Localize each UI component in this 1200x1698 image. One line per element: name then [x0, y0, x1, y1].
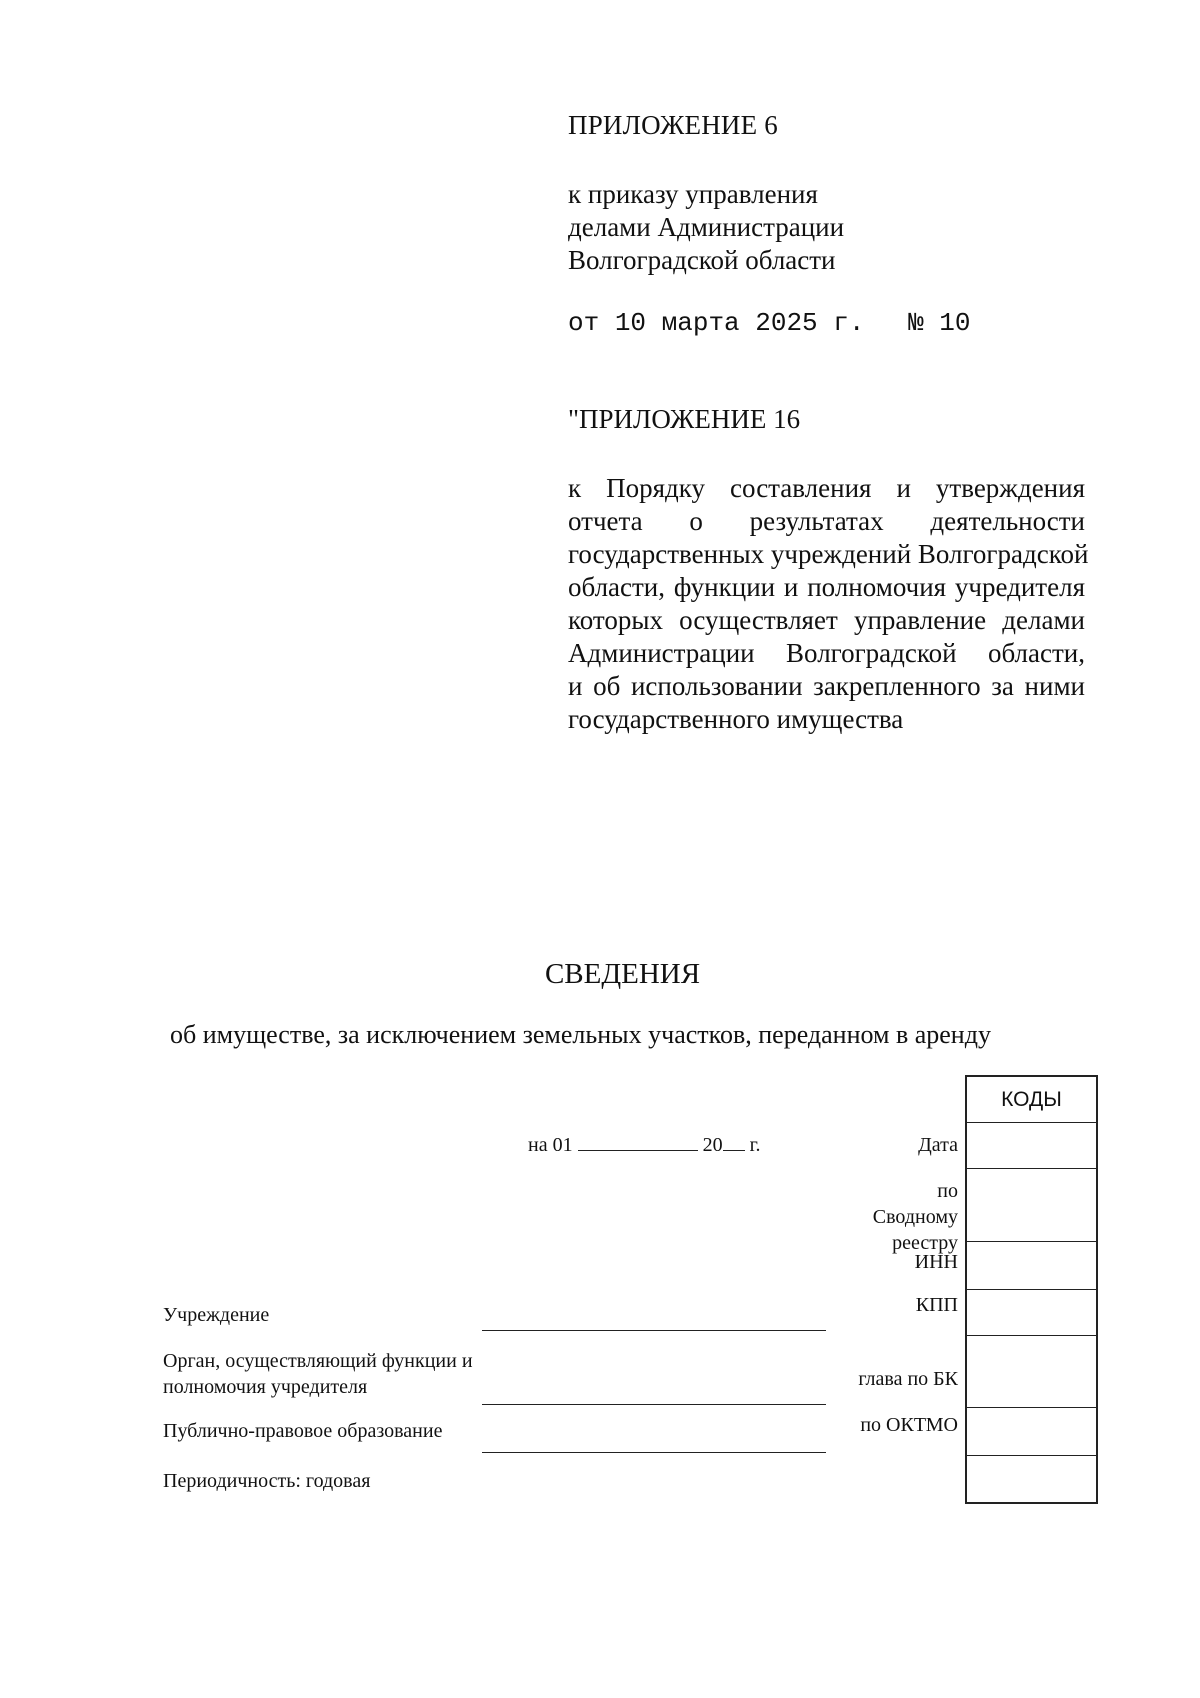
code-cell-kpp[interactable] — [967, 1290, 1096, 1336]
date-year-prefix: 20 — [702, 1134, 723, 1156]
procedure-line: которых осуществляет управление делами — [568, 605, 1085, 635]
report-date-line — [528, 1132, 761, 1157]
order-line: к приказу управления — [568, 179, 818, 209]
label-registry-text: по Сводному реестру — [872, 1180, 958, 1254]
procedure-line: отчета о результатах деятельности — [568, 506, 1085, 536]
form-subtitle: об имуществе, за исключением земельных участков, переданном в аренду — [170, 1020, 991, 1049]
procedure-line: государственного имущества — [568, 704, 904, 734]
procedure-line: и об использовании закрепленного за ними — [568, 671, 1085, 701]
label-bk: глава по БК — [858, 1368, 958, 1390]
label-institution: Учреждение — [163, 1304, 270, 1326]
institution-field[interactable] — [482, 1330, 826, 1331]
order-date: 10 марта 2025 г. — [614, 308, 865, 338]
procedure-text — [568, 472, 1089, 736]
order-date-prefix: от — [568, 308, 600, 338]
codes-table — [965, 1075, 1098, 1504]
code-cell-bk[interactable] — [967, 1336, 1096, 1408]
procedure-line: области, функции и полномочия учредителя — [568, 572, 1085, 602]
label-public-entity: Публично-правовое образование — [163, 1420, 443, 1442]
order-line: Волгоградской области — [568, 245, 836, 275]
procedure-line: Администрации Волгоградской области, — [568, 638, 1085, 668]
public-entity-field[interactable] — [482, 1452, 826, 1453]
label-registry — [738, 1178, 958, 1256]
label-inn: ИНН — [914, 1251, 958, 1273]
date-suffix: г. — [749, 1134, 761, 1156]
label-kpp: КПП — [915, 1294, 958, 1316]
code-cell-registry[interactable] — [967, 1169, 1096, 1242]
label-founder-org: Орган, осуществляющий функции и полномочия учредителя — [163, 1350, 473, 1398]
appendix-title: ПРИЛОЖЕНИЕ 6 — [568, 110, 778, 140]
date-month-blank[interactable] — [578, 1132, 698, 1151]
code-cell-periodicity[interactable] — [967, 1456, 1096, 1502]
code-cell-oktmo[interactable] — [967, 1408, 1096, 1456]
codes-header: КОДЫ — [967, 1077, 1096, 1123]
code-cell-date[interactable] — [967, 1123, 1096, 1169]
order-number: 10 — [939, 308, 971, 338]
order-number-sign: № — [908, 308, 924, 338]
label-periodicity: Периодичность: годовая — [163, 1470, 371, 1492]
founder-org-field[interactable] — [482, 1404, 826, 1405]
label-oktmo: по ОКТМО — [860, 1414, 958, 1436]
procedure-line: к Порядку составления и утверждения — [568, 473, 1085, 503]
code-cell-inn[interactable] — [967, 1242, 1096, 1290]
form-title: СВЕДЕНИЯ — [544, 958, 701, 990]
label-date: Дата — [918, 1134, 958, 1156]
date-prefix: на 01 — [528, 1134, 573, 1156]
appendix16-title: "ПРИЛОЖЕНИЕ 16 — [568, 404, 801, 434]
procedure-line: государственных учреждений Волгоградской — [568, 539, 1089, 569]
order-date-line — [568, 308, 971, 338]
order-line: делами Администрации — [568, 212, 845, 242]
order-reference — [568, 178, 844, 277]
